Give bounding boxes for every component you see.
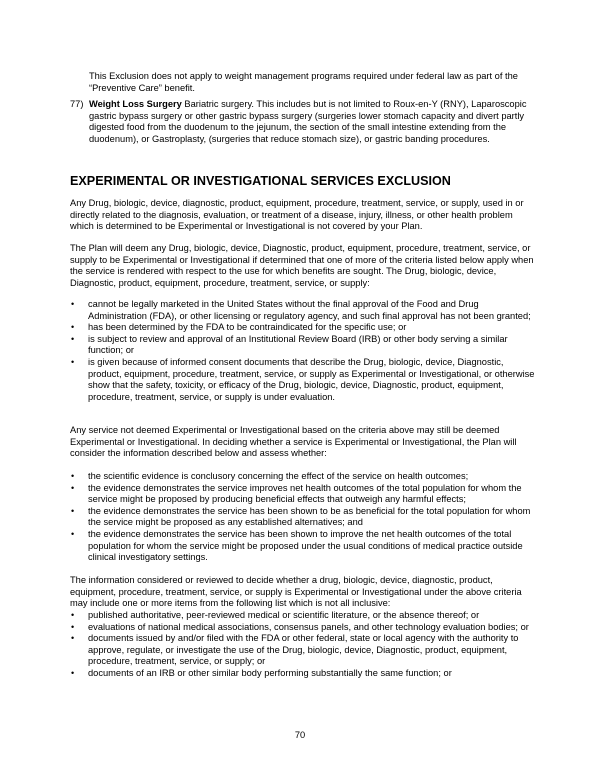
section-heading: EXPERIMENTAL OR INVESTIGATIONAL SERVICES EXCLUSION (70, 174, 451, 188)
list-item: • documents of an IRB or other similar body performing substantially the same function; or (70, 668, 536, 680)
list-item: • the evidence demonstrates the service has been shown to improve the net health outcomes of the total population for whom the service might be proposed under the usual conditions of medical practice outside clinical investigatory settings. (70, 529, 536, 564)
list-item: • cannot be legally marketed in the United States without the final approval of the Food and Drug Administration (FDA), or other licensing or regulatory agency, and such final approval has not been granted; (70, 299, 536, 322)
paragraph-definition: Any Drug, biologic, device, diagnostic, product, equipment, procedure, treatment, service, or supply, used in or directly related to the diagnosis, evaluation, or treatment of a disease, injury, illness, or other health problem which is determined to be Experimental or Investigational is not covered by your Plan. (70, 198, 524, 232)
list-item: • is subject to review and approval of an Institutional Review Board (IRB) or other body serving a similar function; or (70, 334, 536, 357)
list-item: • the scientific evidence is conclusory concerning the effect of the service on health outcomes; (70, 471, 536, 483)
list-item: • has been determined by the FDA to be contraindicated for the specific use; or (70, 322, 536, 334)
list-item: • the evidence demonstrates the service has been shown to be as beneficial for the total population for whom the service might be proposed as any established alternatives; and (70, 506, 536, 529)
item-text: Bariatric surgery. This includes but is not limited to Roux-en-Y (RNY), Laparoscopic gastric bypass surgery or other gastric bypass surgery (surgeries lower stomach capacity and divert partly digested food from the duodenum to the jejunum, the section of the small intestine extending from the duodenum), or Gastroplasty, (surgeries that reduce stomach size), or gastric banding procedures. (89, 99, 527, 144)
list-item: • evaluations of national medical associations, consensus panels, and other technology evaluation bodies; or (70, 622, 536, 634)
exclusion-note: This Exclusion does not apply to weight management programs required under federal law as part of the “Preventive Care” benefit. (89, 71, 518, 93)
list-item: • the evidence demonstrates the service improves net health outcomes of the total population for whom the service might be proposed by producing beneficial effects that outweigh any harmful effects; (70, 483, 536, 506)
list-item: • documents issued by and/or filed with the FDA or other federal, state or local agency with the authority to approve, regulate, or investigate the use of the Drug, biologic, device, Diagnostic, product, equipment, procedure, treatment, service, or supply; or (70, 633, 536, 668)
assessment-list (70, 471, 536, 564)
list-item: • is given because of informed consent documents that describe the Drug, biologic, device, Diagnostic, product, equipment, procedure, treatment, service, or supply as Experimental or Investigational, or otherwise show that the safety, toxicity, or efficacy of the Drug, biologic, device, Diagnostic, product, equipment, procedure, treatment, service, or supply is under evaluation. (70, 357, 536, 403)
paragraph-assessment-intro: Any service not deemed Experimental or Investigational based on the criteria above may still be deemed Experimental or Investigational. In deciding whether a service is Experimental or Investigational, the Plan will consider the information described below and assess whether: (70, 425, 517, 459)
page-number: 70 (294, 730, 306, 740)
item-title: Weight Loss Surgery (89, 99, 182, 109)
exclusion-item-77 (70, 99, 536, 145)
paragraph-criteria-intro: The Plan will deem any Drug, biologic, device, Diagnostic, product, equipment, procedure, treatment, service, or supply to be Experimental or Investigational if determined that one of more of the criteria listed below apply when the service is rendered with respect to the use for which benefits are sought. The Drug, biologic, device, Diagnostic, product, equipment, procedure, treatment, service, or supply: (70, 243, 534, 288)
item-number: 77) (70, 99, 84, 109)
paragraph-information-intro: The information considered or reviewed to decide whether a drug, biologic, device, diagnostic, product, equipment, procedure, treatment, service, or supply is Experimental or Investigational under the above criteria may include one or more items from the following list which is not all inclusive: (70, 575, 522, 609)
list-item: • published authoritative, peer-reviewed medical or scientific literature, or the absence thereof; or (70, 610, 536, 622)
criteria-list (70, 299, 536, 403)
information-list (70, 610, 536, 680)
item-body (89, 99, 536, 145)
